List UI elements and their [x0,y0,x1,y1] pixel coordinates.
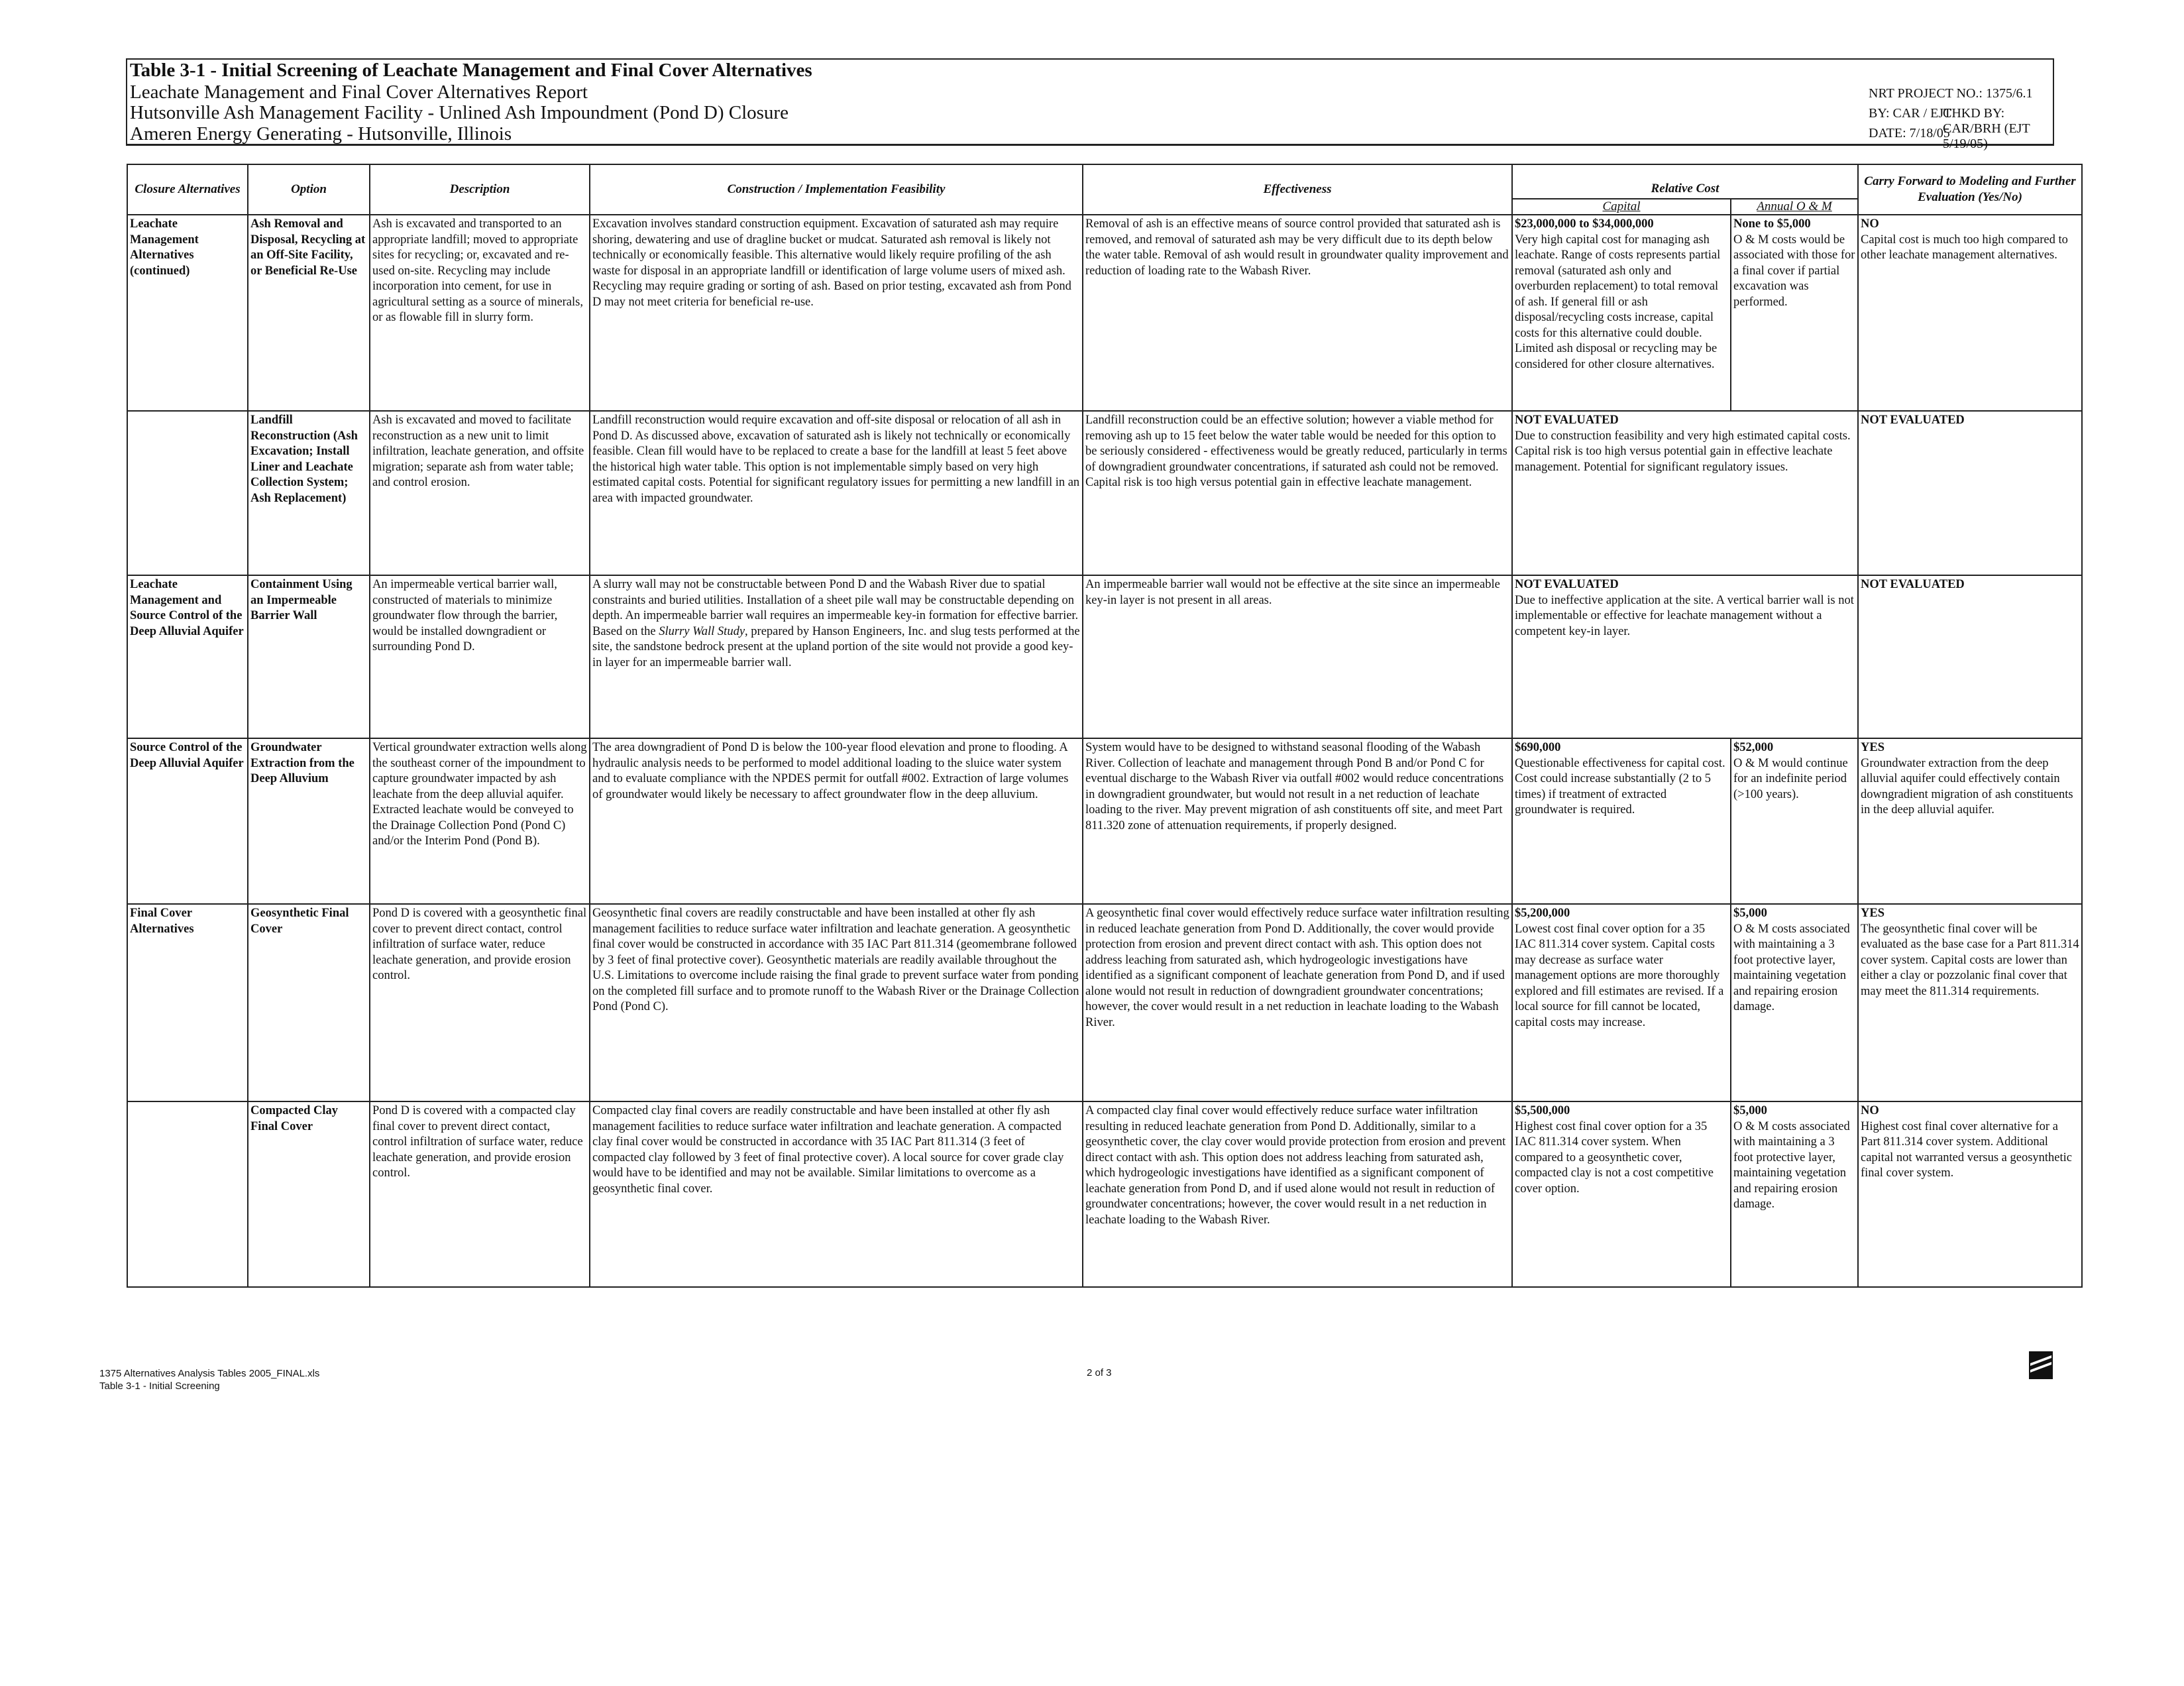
footer-sheet-name: Table 3-1 - Initial Screening [99,1380,220,1392]
carry-decision: NOT EVALUATED [1861,414,1965,427]
description-cell: Ash is excavated and transported to an appropriate landfill; moved to appropriate sites for recycling; or, excavated and re-used on-site. Recycling may include incorporation into cement, for use in agricultural setting as a source of minerals, or as flowable fill in slurry form. [370,215,590,411]
capital-value: $23,000,000 to $34,000,000 [1515,217,1654,231]
closure-cell: Leachate Management and Source Control of the Deep Alluvial Aquifer [127,575,248,738]
page-number: 2 of 3 [1087,1367,1112,1378]
annual-value: $5,000 [1733,907,1767,920]
feasibility-cell [590,575,1083,738]
slurry-wall-study-title: Slurry Wall Study [659,624,745,638]
col-effectiveness: Effectiveness [1083,164,1512,215]
date: DATE: 7/18/05 [1869,126,1950,140]
col-annual: Annual O & M [1731,199,1858,215]
footer-file-info [99,1367,319,1392]
col-carry-forward: Carry Forward to Modeling and Further Evaluation (Yes/No) [1858,164,2082,215]
carry-decision: NO [1861,1104,1879,1117]
option-cell: Compacted Clay Final Cover [248,1101,370,1287]
capital-value: $690,000 [1515,741,1561,754]
carry-decision: NOT EVALUATED [1861,578,1965,591]
capital-note: Lowest cost final cover option for a 35 IAC 811.314 cover system. Capital costs may decrease as surface water management options are more thoroughly explored and fill estimates are revised. If a local source for fill cannot be located, capital costs may increase. [1515,922,1724,1029]
feasibility-cell: Geosynthetic final covers are readily constructable and have been installed at other fly ash management facilities to reduce surface water infiltration and leachate generation. A geosynthetic final cover would be constructed in accordance with 35 IAC Part 811.314 (geomembrane followed by 3 feet of final protective cover). Geosynthetic materials are readily available throughout the U.S. Limitations to overcome include raising the final grade to prevent surface water from ponding on the completed fill surface and to promote runoff to the Wabash River or the Drainage Collection Pond (Pond C). [590,904,1083,1101]
footer-file-name: 1375 Alternatives Analysis Tables 2005_FINAL.xls [99,1368,320,1379]
carry-cell [1858,411,2082,575]
effectiveness-cell: A geosynthetic final cover would effectively reduce surface water infiltration resulting in reduced leachate generation from Pond D. Additionally, the cover would provide protection from erosion and prevent direct contact with ash. This option does not address leaching from saturated ash, which hydrogeologic investigations have identified as a significant component of leachate generation from Pond D, and if used alone would not result in reduction of downgradient groundwater concentrations; however, the cover would result in a net reduction in leachate loading to the Wabash River. [1083,904,1512,1101]
annual-value: $52,000 [1733,741,1774,754]
cost-note: Due to construction feasibility and very high estimated capital costs. Capital risk is too high versus potential gain in effective leachate management. Potential for significant regulatory issues. [1515,429,1851,474]
annual-cell [1731,904,1858,1101]
carry-decision: YES [1861,741,1884,754]
company-name: Ameren Energy Generating - Hutsonville, Illinois [130,123,512,144]
carry-note: The geosynthetic final cover will be evaluated as the base case for a Part 811.314 cover system. Capital costs are lower than either a clay or pozzolanic final cover that may meet the 811.314 requirements. [1861,922,2079,998]
annual-note: O & M costs associated with maintaining a 3 foot protective layer, maintaining vegetation and repairing erosion damage. [1733,1119,1850,1211]
carry-cell [1858,1101,2082,1287]
feasibility-cell: Landfill reconstruction would require excavation and off-site disposal or relocation of all ash in Pond D. As discussed above, excavation of saturated ash is likely not technically or economically feasible. Clean fill would have to be replaced to create a base for the landfill at least 5 feet above the historical high water table. This option is not implementable simply based on very high estimated capital costs. Potential for significant regulatory issues for permitting a new landfill in an area with impacted groundwater. [590,411,1083,575]
feasibility-text-b: , prepared by Hanson Engineers, Inc. and slug tests performed at the site, the sandstone bedrock present at the upland portion of the site would not provide a good key-in layer for an impermeable barrier wall. [592,624,1080,669]
col-relative-cost: Relative Cost [1512,164,1858,199]
cost-status: NOT EVALUATED [1515,414,1619,427]
closure-cell: Source Control of the Deep Alluvial Aquifer [127,738,248,904]
feasibility-cell: Compacted clay final covers are readily constructable and have been installed at other fly ash management facilities to reduce surface water infiltration and leachate generation. A compacted clay final cover would be constructed in accordance with 35 IAC Part 811.314 (3 feet of compacted clay followed by 3 feet of final protective cover). A local source for cover grade clay would have to be identified and may not be available. Similar limitations to overcome as a geosynthetic final cover. [590,1101,1083,1287]
nrt-logo-icon [2028,1349,2107,1382]
col-description: Description [370,164,590,215]
carry-note: Capital cost is much too high compared to other leachate management alternatives. [1861,233,2068,262]
description-cell: Ash is excavated and moved to facilitate reconstruction as a new unit to limit infiltration, leachate generation, and offsite migration; separate ash from water table; and control erosion. [370,411,590,575]
capital-cell [1512,904,1731,1101]
capital-cell [1512,1101,1731,1287]
annual-note: O & M costs would be associated with those for a final cover if partial excavation was performed. [1733,233,1855,309]
col-capital: Capital [1512,199,1731,215]
table-row [127,904,2082,1101]
annual-note: O & M would continue for an indefinite period (>100 years). [1733,756,1848,801]
closure-cell: Final Cover Alternatives [127,904,248,1101]
annual-cell [1731,738,1858,904]
option-cell: Groundwater Extraction from the Deep Alluvium [248,738,370,904]
description-cell: An impermeable vertical barrier wall, constructed of materials to minimize groundwater flow through the barrier, would be installed downgradient or surrounding Pond D. [370,575,590,738]
col-closure: Closure Alternatives [127,164,248,215]
effectiveness-cell: Landfill reconstruction could be an effective solution; however a viable method for removing ash up to 15 feet below the water table would be needed for this option to be seriously considered - effectiveness would be greatly reduced, particularly in terms of downgradient groundwater concentrations, if saturated ash could not be removed. Capital risk is too high versus potential gain in effective leachate management. [1083,411,1512,575]
project-number: NRT PROJECT NO.: 1375/6.1 [1869,86,2033,101]
closure-cell [127,1101,248,1287]
annual-value: $5,000 [1733,1104,1767,1117]
closure-cell [127,411,248,575]
carry-cell [1858,215,2082,411]
table-title: Table 3-1 - Initial Screening of Leachate Management and Final Cover Alternatives [130,60,812,81]
col-option: Option [248,164,370,215]
cost-note: Due to ineffective application at the site. A vertical barrier wall is not implementable or effective for leachate management without a competent key-in layer. [1515,593,1854,638]
feasibility-text-a: A slurry wall may not be constructable between Pond D and the Wabash River due to spatial constraints and buried utilities. Installation of a sheet pile wall may be constructable depending on depth. An impermeable barrier wall requires an impermeable key-in formation for effective barrier. Based on the [592,578,1079,638]
facility-name: Hutsonville Ash Management Facility - Unlined Ash Impoundment (Pond D) Closure [130,102,789,123]
effectiveness-cell: Removal of ash is an effective means of source control provided that saturated ash is removed, and removal of saturated ash may be very difficult due to its depth below the water table. Removal of ash would result in groundwater quality improvement and reduction of loading rate to the Wabash River. [1083,215,1512,411]
capital-cell [1512,215,1731,411]
carry-note: Highest cost final cover alternative for a Part 811.314 cover system. Additional capital not warranted versus a geosynthetic final cover system. [1861,1119,2073,1180]
annual-cell [1731,1101,1858,1287]
capital-value: $5,200,000 [1515,907,1570,920]
carry-decision: YES [1861,907,1884,920]
table-row [127,738,2082,904]
annual-value: None to $5,000 [1733,217,1811,231]
prepared-by: BY: CAR / EJT [1869,106,1952,121]
screening-table [127,164,2083,1288]
option-cell: Ash Removal and Disposal, Recycling at an Off-Site Facility, or Beneficial Re-Use [248,215,370,411]
annual-cell [1731,215,1858,411]
feasibility-cell: The area downgradient of Pond D is below the 100-year flood elevation and prone to flooding. A hydraulic analysis needs to be performed to model additional loading to the sluice water system and to evaluate compliance with the NPDES permit for outfall #002. Extraction of large volumes of groundwater would likely be necessary to affect groundwater flow in the deep alluvium. [590,738,1083,904]
col-feasibility: Construction / Implementation Feasibility [590,164,1083,215]
capital-note: Questionable effectiveness for capital cost. Cost could increase substantially (2 to 5 times) if treatment of extracted groundwater is required. [1515,756,1725,816]
cost-cell [1512,575,1858,738]
effectiveness-cell: A compacted clay final cover would effectively reduce surface water infiltration resulting in reduced leachate generation from Pond D. Additionally, similar to a geosynthetic cover, the clay cover would provide protection from erosion and prevent direct contact with ash. This option does not address leaching from saturated ash, which hydrogeologic investigations have identified as a significant component of leachate generation from Pond D, and if used alone would not result in reduction of groundwater concentrations; however, the cover would result in a net reduction in leachate loading to the Wabash River. [1083,1101,1512,1287]
cost-cell [1512,411,1858,575]
carry-cell [1858,575,2082,738]
carry-cell [1858,904,2082,1101]
option-cell: Landfill Reconstruction (Ash Excavation; Install Liner and Leachate Collection System; Ash Replacement) [248,411,370,575]
description-cell: Pond D is covered with a geosynthetic final cover to prevent direct contact, control infiltration of surface water, reduce leachate generation, and provide erosion control. [370,904,590,1101]
report-name: Leachate Management and Final Cover Alternatives Report [130,82,588,103]
capital-cell [1512,738,1731,904]
carry-note: Groundwater extraction from the deep alluvial aquifer could effectively contain downgradient migration of ash constituents in the deep alluvial aquifer. [1861,756,2073,816]
table-row [127,215,2082,411]
carry-decision: NO [1861,217,1879,231]
description-cell: Pond D is covered with a compacted clay final cover to prevent direct contact, control infiltration of surface water, reduce leachate generation, and provide erosion control. [370,1101,590,1287]
cost-status: NOT EVALUATED [1515,578,1619,591]
capital-note: Very high capital cost for managing ash leachate. Range of costs represents partial removal (saturated ash only and overburden replacement) to total removal of ash. If general fill or ash disposal/recycling costs increase, capital costs for this alternative could double. Limited ash disposal or recycling may be considered for other closure alternatives. [1515,233,1721,371]
checked-by: CHKD BY: CAR/BRH (EJT 5/19/05) [1943,106,2030,151]
closure-cell: Leachate Management Alternatives (continued) [127,215,248,411]
feasibility-cell: Excavation involves standard construction equipment. Excavation of saturated ash may require shoring, dewatering and use of dragline bucket or mudcat. Saturated ash removal is likely not technically or economically feasible. This alternative would likely require profiling of the ash waste for disposal in an appropriate landfill or identification of large volume users of mixed ash. Recycling may require grading or sorting of ash. Based on prior testing, excavated ash from Pond D may not meet criteria for beneficial re-use. [590,215,1083,411]
table-row [127,1101,2082,1287]
nrt-logo [2028,1349,2107,1382]
effectiveness-cell: System would have to be designed to withstand seasonal flooding of the Wabash River. Collection of leachate and management through Pond B and/or Pond C for eventual discharge to the Wabash River via outfall #002 would reduce concentrations in downgradient groundwater, but would not result in a net reduction of leachate loading to the river. May prevent migration of ash constituents off site, and meet Part 811.320 zone of attenuation requirements, if properly designed. [1083,738,1512,904]
capital-note: Highest cost final cover option for a 35 IAC 811.314 cover system. When compared to a geosynthetic cover, compacted clay is not a cost competitive cover option. [1515,1119,1714,1196]
description-cell: Vertical groundwater extraction wells along the southeast corner of the impoundment to capture groundwater impacted by ash leachate from the deep alluvial aquifer. Extracted leachate would be conveyed to the Drainage Collection Pond (Pond C) and/or the Interim Pond (Pond B). [370,738,590,904]
annual-note: O & M costs associated with maintaining a 3 foot protective layer, maintaining vegetation and repairing erosion damage. [1733,922,1850,1013]
carry-cell [1858,738,2082,904]
table-row [127,575,2082,738]
option-cell: Containment Using an Impermeable Barrier Wall [248,575,370,738]
table-row [127,411,2082,575]
option-cell: Geosynthetic Final Cover [248,904,370,1101]
table-header-box [126,58,2054,151]
effectiveness-cell: An impermeable barrier wall would not be effective at the site since an impermeable key-in layer is not present in all areas. [1083,575,1512,738]
capital-value: $5,500,000 [1515,1104,1570,1117]
